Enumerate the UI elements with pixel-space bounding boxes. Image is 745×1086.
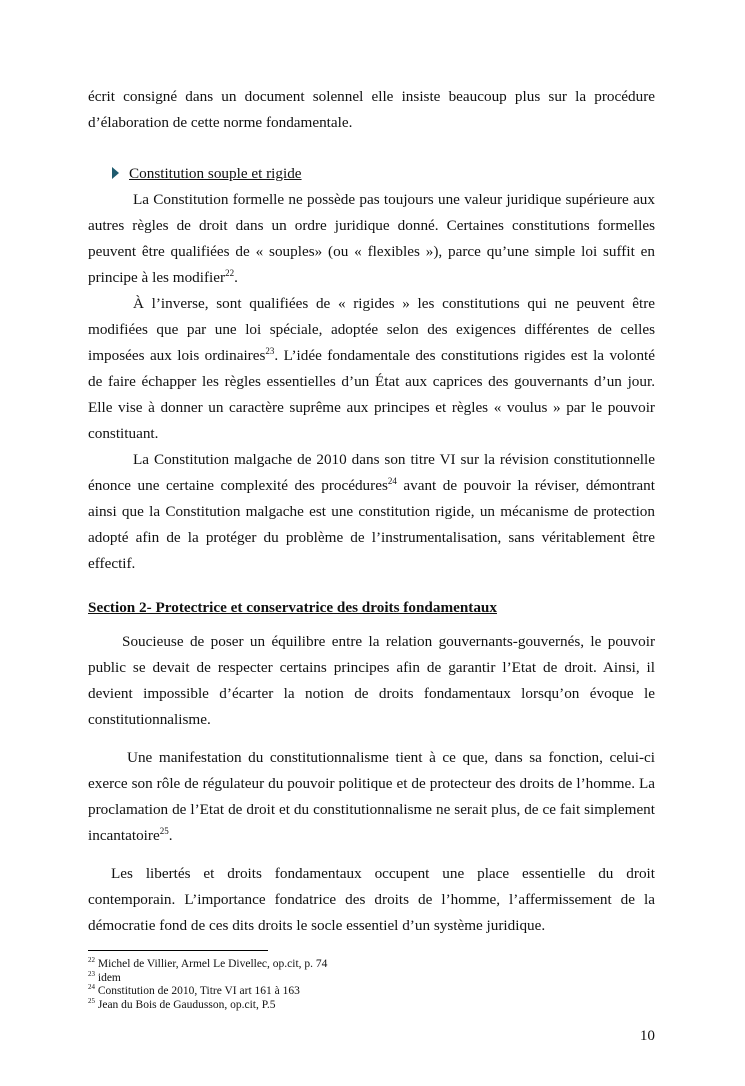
- subheading-text: Constitution souple et rigide: [129, 165, 302, 182]
- footnote: [88, 969, 655, 986]
- page-number: 10: [639, 1027, 655, 1045]
- footnote-ref: 23: [265, 345, 275, 356]
- footnote-number: 23: [88, 969, 95, 978]
- footnote-text: Jean du Bois de Gaudusson, op.cit, P.5: [95, 998, 276, 1011]
- text: avant de pouvoir la réviser, démontrant ainsi que la Constitution malgache est une constitution rigide, un mécanisme de protection adopté afin de la protéger du problème de l’instrumentalisation, sans véritablement être effectif.: [88, 477, 655, 572]
- footnotes: [88, 958, 655, 1012]
- paragraph-intro: [88, 84, 655, 136]
- footnote-number: 22: [88, 956, 95, 965]
- text: À l’inverse, sont qualifiées de « rigides » les constitutions qui ne peuvent être modifiées que par une loi spéciale, adoptée selon des exigences différentes de celles imposées aux lois ordinaires: [88, 295, 655, 364]
- text: La Constitution malgache de 2010 dans son titre VI sur la révision constitutionnelle énonce une certaine complexité des procédures: [88, 451, 655, 494]
- triangle-bullet-icon: [112, 167, 119, 179]
- text: La Constitution formelle ne possède pas toujours une valeur juridique supérieure aux autres règles de droit dans un ordre juridique donné. Certaines constitutions formelles peuvent être qualifiées de « souples» (ou « flexibles »), parce qu’une simple loi suffit en principe à les modifier: [88, 191, 655, 286]
- footnote-number: 25: [88, 996, 95, 1005]
- footnote: [88, 996, 655, 1013]
- footnote-text: Michel de Villier, Armel Le Divellec, op.cit, p. 74: [95, 958, 328, 970]
- paragraph-malgache: [88, 447, 655, 577]
- footnote-ref: 24: [387, 475, 397, 486]
- paragraph-manifestation: [88, 745, 655, 849]
- section-heading: Section 2- Protectrice et conservatrice des droits fondamentaux: [88, 599, 497, 616]
- page-content: [88, 0, 655, 1086]
- footnote-ref: 22: [225, 267, 235, 278]
- footnote-text: idem: [95, 971, 121, 984]
- paragraph-soucieuse: [88, 629, 655, 733]
- footnote-ref: 25: [159, 825, 169, 836]
- paragraph-rigide: [88, 291, 655, 447]
- text: Les libertés et droits fondamentaux occupent une place essentielle du droit contemporain. L’importance fondatrice des droits de l’homme, l’affermissement de la démocratie fond de ces dits droits le socle essentiel d’un système juridique.: [88, 865, 655, 934]
- text: .: [168, 827, 173, 844]
- paragraph-libertes: [88, 861, 655, 939]
- text: . L’idée fondamentale des constitutions rigides est la volonté de faire échapper les règles essentielles d’un État aux caprices des gouvernants d’un jour. Elle vise à donner un caractère suprême aux principes et règles « voulus » par le pouvoir constituant.: [88, 347, 656, 442]
- footnote: [88, 958, 655, 972]
- footnote: [88, 985, 655, 999]
- text: écrit consigné dans un document solennel elle insiste beaucoup plus sur la procédure d’élaboration de cette norme fondamentale.: [88, 88, 655, 131]
- text: Une manifestation du constitutionnalisme tient à ce que, dans sa fonction, celui-ci exerce son rôle de régulateur du pouvoir politique et de protecteur des droits de l’homme. La proclamation de l’Etat de droit et du constitutionnalisme ne serait plus, de ce fait simplement incantatoire: [88, 749, 655, 844]
- subheading: [88, 161, 655, 187]
- text: .: [234, 269, 238, 286]
- text: Soucieuse de poser un équilibre entre la relation gouvernants-gouvernés, le pouvoir public se devait de respecter certains principes afin de garantir l’Etat de droit. Ainsi, il devient impossible d’écarter la notion de droits fondamentaux lorsqu’on évoque le constitutionnalisme.: [88, 633, 655, 728]
- paragraph-souple: [88, 187, 655, 291]
- footnote-text: Constitution de 2010, Titre VI art 161 à 163: [95, 985, 300, 998]
- footnote-number: 24: [88, 983, 95, 992]
- footnote-separator: [88, 950, 268, 951]
